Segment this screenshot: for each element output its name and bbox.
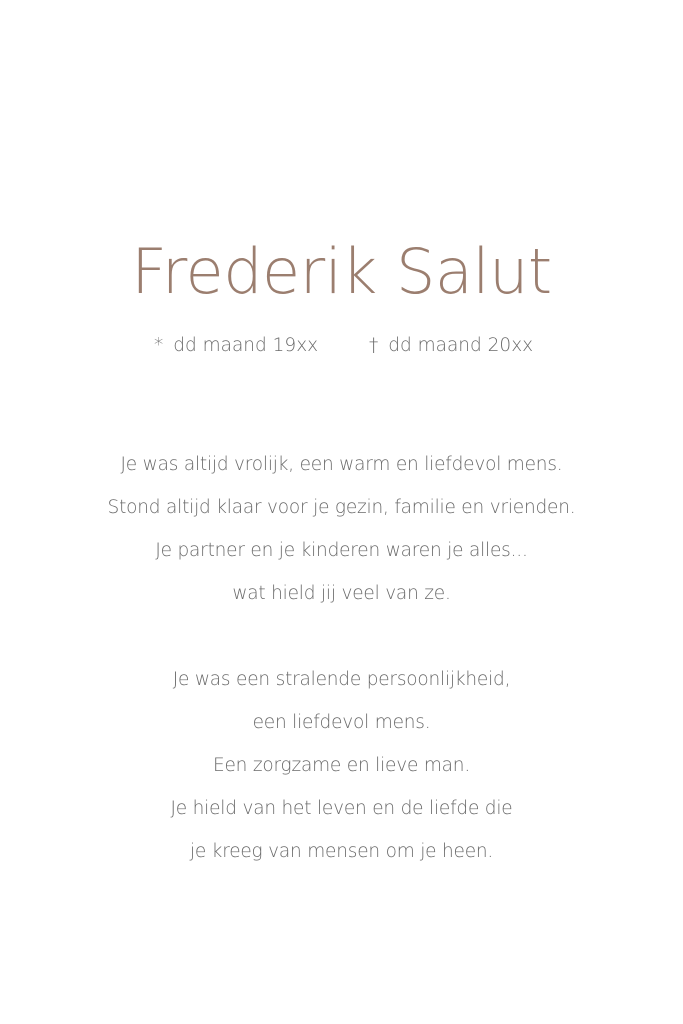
deceased-name: Frederik Salut	[131, 235, 552, 308]
poem-line: Een zorgzame en lieve man.	[212, 755, 471, 776]
poem-stanza-2	[0, 658, 683, 873]
birth-date	[154, 331, 318, 361]
birth-date-text: dd maand 19xx	[173, 335, 319, 356]
poem-line: een liefdevol mens.	[252, 712, 431, 733]
death-date	[369, 331, 533, 361]
life-dates	[0, 331, 683, 361]
poem-line: Je was een stralende persoonlijkheid,	[172, 669, 511, 690]
poem-line: Stond altijd klaar voor je gezin, familie en vrienden.	[107, 497, 576, 518]
birth-star-icon: *	[154, 335, 164, 356]
stanza-spacer	[0, 615, 683, 658]
poem-line: je kreeg van mensen om je heen.	[189, 841, 494, 862]
poem-line: wat hield jij veel van ze.	[232, 583, 451, 604]
poem-line: Je hield van het leven en de liefde die	[170, 798, 513, 819]
death-date-text: dd maand 20xx	[388, 335, 534, 356]
poem	[0, 443, 683, 873]
poem-stanza-1	[0, 443, 683, 615]
poem-line: Je was altijd vrolijk, een warm en liefdevol mens.	[120, 454, 563, 475]
poem-line: Je partner en je kinderen waren je alles...	[155, 540, 528, 561]
death-cross-icon: †	[369, 335, 379, 356]
